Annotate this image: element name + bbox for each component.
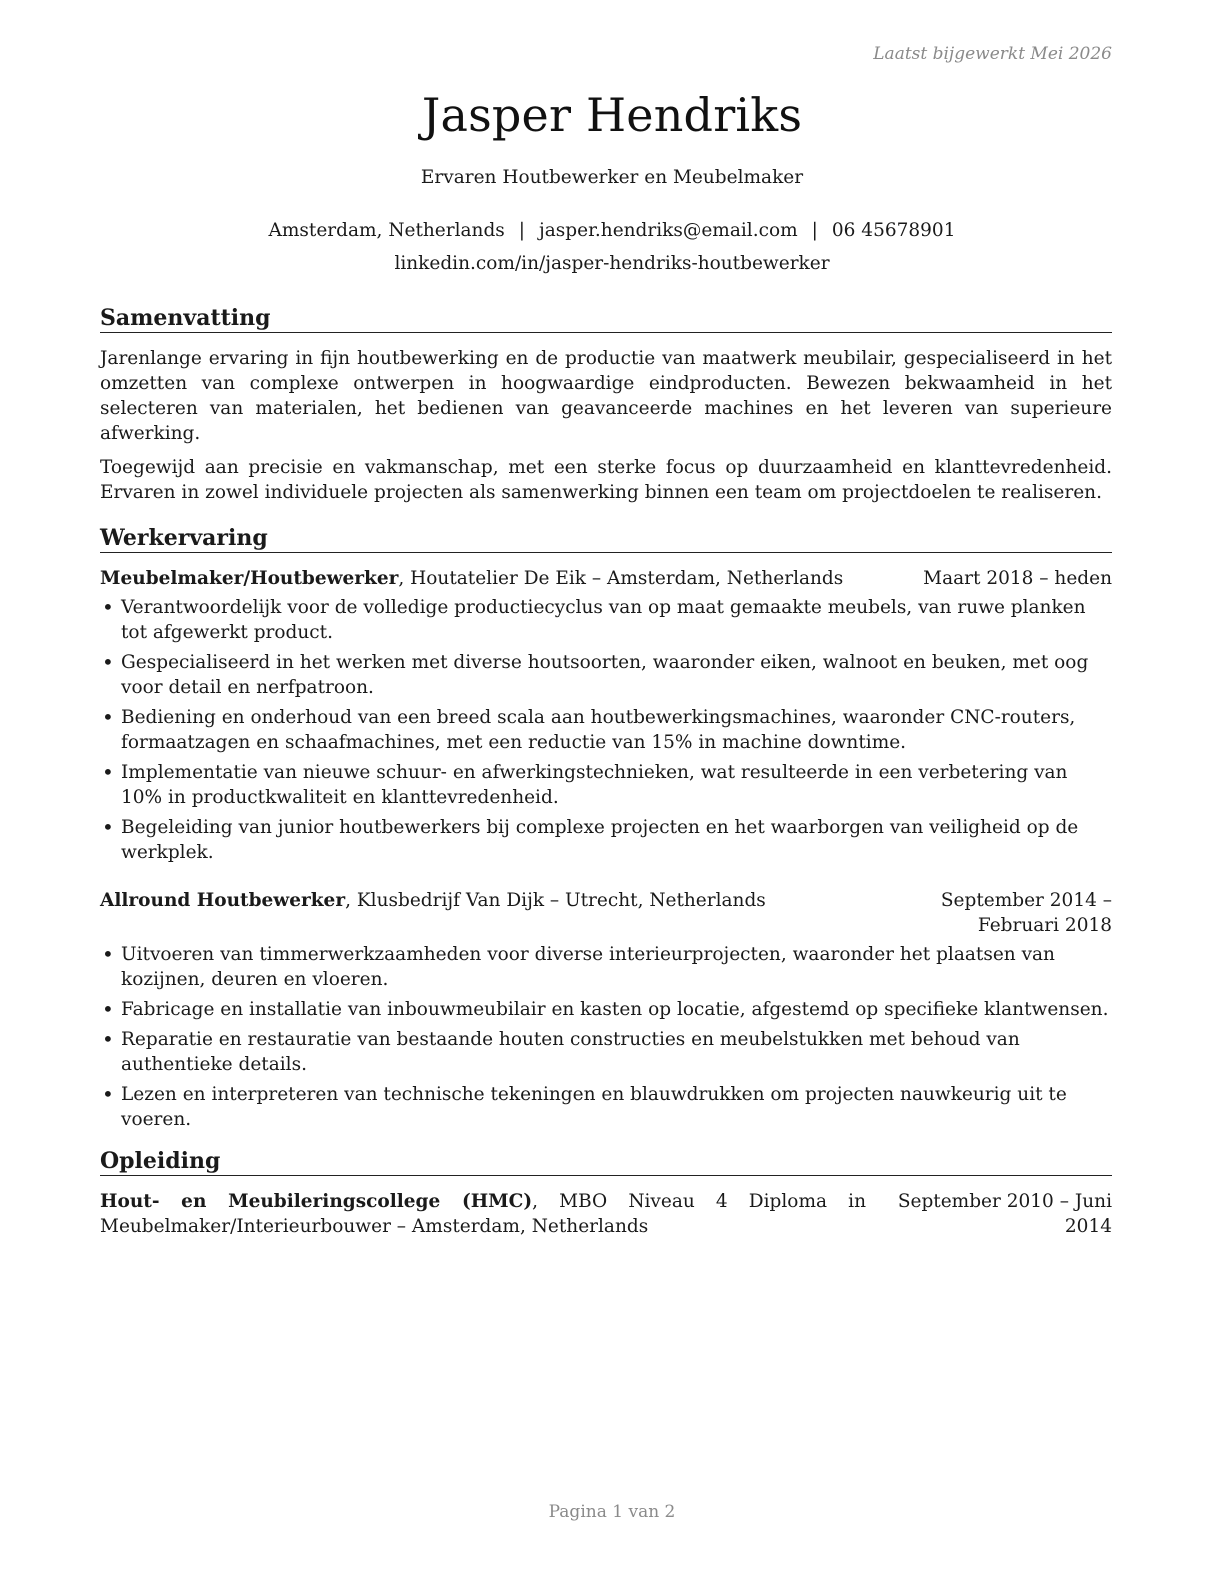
contact-line <box>0 220 1224 241</box>
candidate-tagline: Ervaren Houtbewerker en Meubelmaker <box>420 167 804 188</box>
summary-paragraph: Jarenlange ervaring in fijn houtbewerking en de productie van maatwerk meubilair, gespecialiseerd in het omzetten van complexe ontwerpen in hoogwaardige eindproducten. Bewezen bekwaamheid in het selecteren van materialen, het bedienen van geavanceerde machines en het leveren van superieure afwerking. <box>100 348 1112 444</box>
job-company: , Klusbedrijf Van Dijk – Utrecht, Netherlands <box>345 890 766 911</box>
education-details: , MBO Niveau 4 Diploma in Meubelmaker/Interieurbouwer – Amsterdam, Netherlands <box>100 1191 866 1237</box>
job-header <box>100 888 1112 938</box>
email-link[interactable]: jasper.hendriks@email.com <box>539 220 798 241</box>
education-dates: September 2010 – Juni 2014 <box>897 1191 1112 1237</box>
job-bullets <box>100 942 1112 1132</box>
list-item: • Begeleiding van junior houtbewerkers bij complexe projecten en het waarborgen van veiligheid op de werkplek. <box>100 815 1112 865</box>
summary-paragraph: Toegewijd aan precisie en vakmanschap, met een sterke focus op duurzaamheid en klanttevredenheid. Ervaren in zowel individuele projecten als samenwerking binnen een team om projectdoelen te realiseren. <box>100 457 1112 503</box>
candidate-name: Jasper Hendriks <box>421 88 803 142</box>
contact-separator: | <box>811 220 818 241</box>
education-entry <box>100 1189 1112 1239</box>
resume-content <box>100 304 1112 1239</box>
linkedin-link[interactable]: linkedin.com/in/jasper-hendriks-houtbewerker <box>394 253 830 274</box>
education-school: Hout- en Meubileringscollege (HMC) <box>100 1191 533 1212</box>
page-number: Pagina 1 van 2 <box>548 1502 676 1522</box>
list-item: • Gespecialiseerd in het werken met diverse houtsoorten, waaronder eiken, walnoot en beuken, met oog voor detail en nerfpatroon. <box>100 650 1112 700</box>
phone-number: 06 45678901 <box>831 220 956 241</box>
list-item: • Uitvoeren van timmerwerkzaamheden voor diverse interieurprojecten, waaronder het plaatsen van kozijnen, deuren en vloeren. <box>100 942 1112 992</box>
job-company: , Houtatelier De Eik – Amsterdam, Netherlands <box>398 568 844 589</box>
list-item: • Fabricage en installatie van inbouwmeubilair en kasten op locatie, afgestemd op specifieke klantwensen. <box>100 997 1112 1022</box>
section-title-experience: Werkervaring <box>100 524 1112 553</box>
job-role: Allround Houtbewerker <box>100 890 346 911</box>
job-dates: September 2014 – Februari 2018 <box>940 890 1112 936</box>
section-title-summary: Samenvatting <box>100 304 1112 333</box>
list-item: • Verantwoordelijk voor de volledige productiecyclus van op maat gemaakte meubels, van ruwe planken tot afgewerkt product. <box>100 595 1112 645</box>
list-item: • Bediening en onderhoud van een breed scala aan houtbewerkingsmachines, waaronder CNC-routers, formaatzagen en schaafmachines, met een reductie van 15% in machine downtime. <box>100 705 1112 755</box>
last-updated: Laatst bijgewerkt Mei 2026 <box>873 44 1112 64</box>
contact-separator: | <box>518 220 526 241</box>
list-item: • Lezen en interpreteren van technische tekeningen en blauwdrukken om projecten nauwkeurig uit te voeren. <box>100 1082 1112 1132</box>
list-item: • Implementatie van nieuwe schuur- en afwerkingstechnieken, wat resulteerde in een verbetering van 10% in productkwaliteit en klanttevredenheid. <box>100 760 1112 810</box>
section-title-education: Opleiding <box>100 1147 1112 1176</box>
job-bullets <box>100 595 1112 865</box>
list-item: • Reparatie en restauratie van bestaande houten constructies en meubelstukken met behoud van authentieke details. <box>100 1027 1112 1077</box>
job-dates: Maart 2018 – heden <box>923 568 1112 589</box>
job-role: Meubelmaker/Houtbewerker <box>100 568 399 589</box>
location: Amsterdam, Netherlands <box>268 220 505 241</box>
job-header <box>100 566 1112 591</box>
